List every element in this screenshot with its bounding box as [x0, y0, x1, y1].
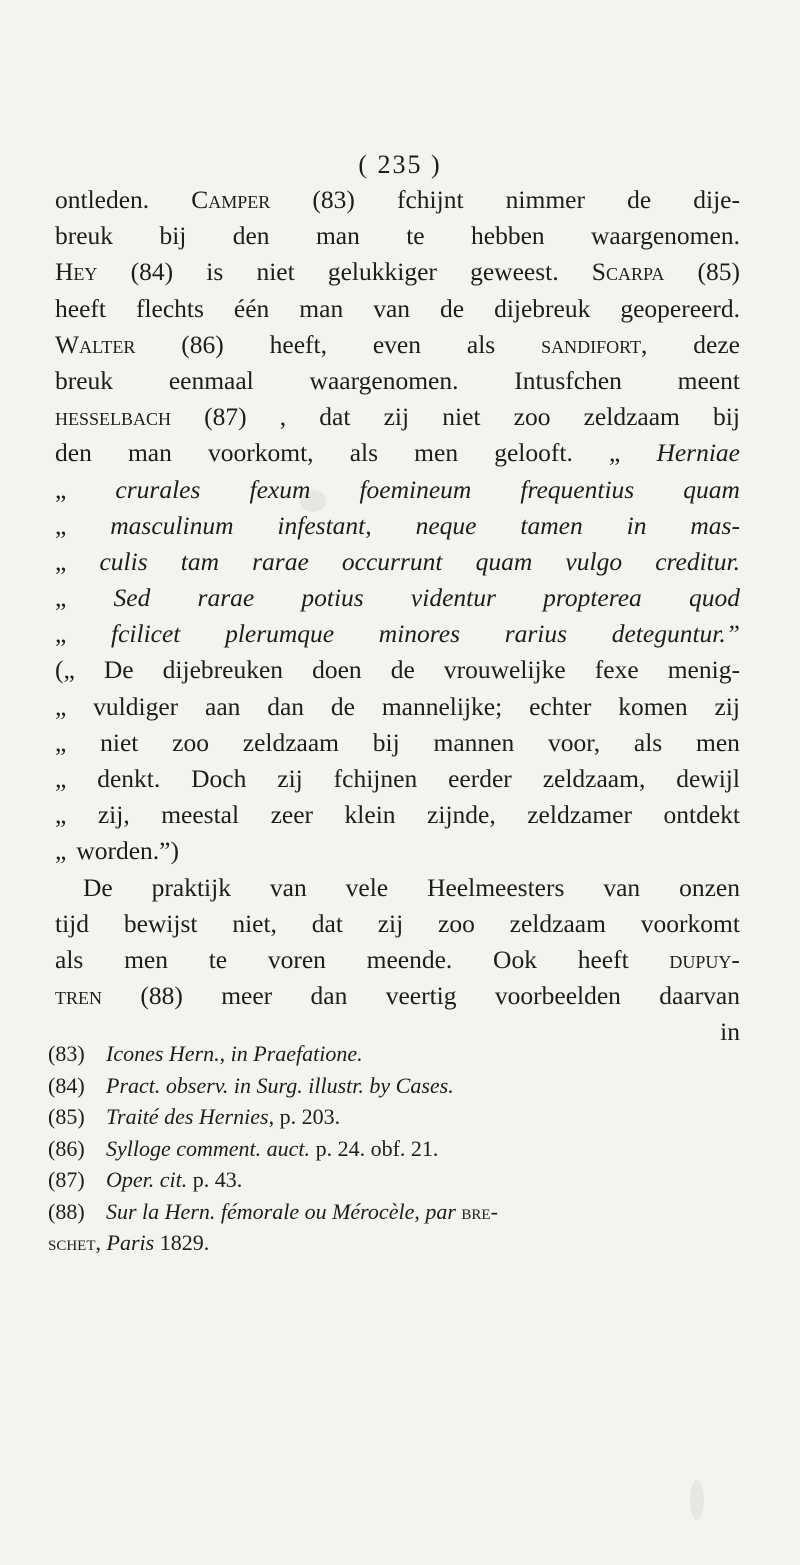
body-text	[55, 182, 740, 1051]
word: videntur	[410, 583, 496, 613]
word: Herniae	[656, 438, 740, 468]
word: zeldzaam	[509, 908, 606, 938]
word: als	[349, 438, 379, 468]
word: meent	[677, 365, 740, 395]
word: mas-	[690, 510, 740, 540]
word: onzen	[679, 872, 740, 902]
text-line	[55, 544, 740, 580]
text-line	[55, 580, 740, 616]
word: dijebreuken	[162, 655, 284, 685]
word: vulgo	[565, 546, 623, 576]
word: voorkomt	[640, 908, 740, 938]
word: breuk	[55, 221, 114, 251]
word: waargenomen.	[591, 221, 740, 251]
word: veertig	[385, 981, 457, 1011]
word: ontdekt	[663, 800, 740, 830]
word: „	[55, 691, 67, 721]
word: hesselbach	[55, 402, 172, 432]
word: masculinum	[110, 510, 234, 540]
word: De	[103, 655, 134, 685]
word: even	[372, 329, 421, 359]
footnote-text: Pract. observ. in Surg. illustr. by Cases.	[106, 1072, 454, 1098]
text-line	[55, 363, 740, 399]
word: (88)	[140, 981, 183, 1011]
word: dewijl	[676, 764, 740, 793]
word: tamen	[520, 510, 583, 540]
word: „	[55, 546, 67, 576]
word: meende.	[366, 944, 453, 974]
footnote	[48, 1101, 728, 1133]
word: zijnde,	[427, 800, 496, 830]
word: voorbeelden	[494, 981, 621, 1011]
footnote-number: (84)	[48, 1072, 85, 1098]
word: van	[269, 872, 307, 902]
word: plerumque	[225, 619, 335, 649]
footnote-text: Icones Hern.	[106, 1041, 220, 1066]
word: „	[55, 619, 67, 649]
word: geweest.	[470, 257, 559, 287]
word: zoo	[172, 727, 209, 757]
text-line	[55, 508, 740, 544]
word: Camper	[191, 185, 271, 214]
word: occurrunt	[341, 546, 443, 576]
word: dan	[267, 691, 305, 721]
word: dijebreuk	[494, 293, 591, 323]
word: is	[206, 257, 224, 287]
word: van	[603, 872, 641, 902]
word: zij	[714, 691, 740, 721]
word: niet,	[232, 908, 277, 938]
word: infestant,	[277, 510, 372, 540]
word: zij	[277, 764, 303, 793]
word: gelooft.	[494, 438, 573, 468]
word: rarius	[504, 619, 568, 649]
word: „	[608, 438, 621, 468]
word: „	[55, 583, 67, 613]
footnote-number: (86)	[48, 1135, 85, 1161]
footnote-number: (85)	[48, 1104, 85, 1129]
word: fexum	[249, 474, 311, 504]
word: bij	[372, 727, 400, 757]
word: meer	[221, 981, 273, 1011]
footnote-text: Oper. cit.	[106, 1167, 188, 1192]
word: te	[406, 221, 425, 251]
word: quam	[683, 474, 740, 504]
word: heeft,	[269, 329, 327, 359]
footnote	[48, 1164, 728, 1196]
text-line	[55, 616, 740, 652]
text-line	[55, 797, 740, 833]
word: man	[127, 438, 172, 468]
word: „	[55, 836, 67, 866]
word: man	[299, 293, 344, 323]
word: als	[633, 727, 663, 757]
footnote	[48, 1038, 728, 1070]
word: crurales	[115, 474, 201, 504]
text-line	[55, 218, 740, 254]
word: tijd	[55, 908, 90, 938]
word: praktijk	[151, 872, 231, 902]
word: zoo	[438, 908, 475, 938]
word: deze	[693, 329, 740, 359]
word: zoo	[513, 402, 551, 432]
word: Heelmeesters	[427, 872, 565, 902]
footnote-number: (87)	[48, 1167, 85, 1192]
word: hebben	[471, 221, 545, 251]
ink-smudge	[690, 1480, 704, 1520]
word: heeft	[55, 293, 106, 323]
word: zeldzaam	[583, 402, 680, 432]
word: zeldzaam,	[542, 764, 646, 793]
word: „	[55, 727, 67, 757]
footnote-number: (83)	[48, 1041, 85, 1066]
text-line	[55, 942, 740, 978]
word: nimmer	[505, 185, 585, 214]
word: in	[720, 1017, 740, 1047]
word: ,	[279, 402, 287, 432]
text-line	[55, 291, 740, 327]
word: quod	[688, 583, 740, 613]
word: worden.”)	[76, 836, 179, 866]
word: eenmaal	[168, 365, 254, 395]
word: zeldzamer	[527, 800, 632, 830]
word: de	[440, 293, 465, 323]
word: men	[414, 438, 459, 468]
word: niet	[442, 402, 481, 432]
word: tam	[180, 546, 219, 576]
footnote-text: Paris	[106, 1230, 155, 1255]
word: „	[55, 474, 67, 504]
word: Hey	[55, 257, 98, 287]
word: Scarpa	[591, 257, 665, 287]
word: (86)	[181, 329, 224, 359]
footnote-text: ,	[414, 1198, 426, 1224]
word: als	[466, 329, 496, 359]
word: eerder	[448, 764, 512, 793]
word: creditur.	[655, 546, 740, 576]
word: rarae	[197, 583, 255, 613]
word: de	[627, 185, 652, 214]
word: van	[373, 293, 411, 323]
word: daarvan	[659, 981, 740, 1011]
text-line	[55, 689, 740, 725]
word: fchijnt	[396, 185, 464, 214]
word: echter	[529, 691, 592, 721]
word: (85)	[697, 257, 740, 287]
word: voren	[267, 944, 326, 974]
word: dat	[319, 402, 351, 432]
footnote-number: (88)	[48, 1198, 85, 1224]
word: voorkomt,	[208, 438, 314, 468]
footnotes	[48, 1038, 728, 1259]
word: vele	[345, 872, 389, 902]
word: vuldiger	[93, 691, 179, 721]
footnote	[48, 1133, 728, 1165]
word: flechts	[135, 293, 204, 323]
footnote-text: in Praefatione.	[230, 1041, 363, 1066]
word: zeldzaam	[242, 727, 340, 757]
word: komen	[618, 691, 688, 721]
word: minores	[378, 619, 461, 649]
page-number: ( 235 )	[358, 150, 442, 179]
word: voor,	[548, 727, 601, 757]
word: den	[55, 438, 92, 468]
footnote	[48, 1196, 728, 1228]
word: bij	[159, 221, 187, 251]
word: tren	[55, 981, 102, 1011]
word: zij	[377, 908, 404, 938]
word: Intusfchen	[514, 365, 622, 395]
text-line	[55, 399, 740, 435]
word: Doch	[191, 764, 247, 793]
word: sandifort,	[541, 329, 648, 359]
footnote-text: ,	[219, 1041, 231, 1066]
word: „	[55, 800, 67, 830]
text-line	[55, 652, 740, 688]
word: niet	[100, 727, 139, 757]
word: één	[233, 293, 270, 323]
word: doen	[312, 655, 362, 685]
word: te	[208, 944, 228, 974]
word: rarae	[252, 546, 309, 576]
word: („	[55, 655, 75, 685]
word: dat	[311, 908, 343, 938]
word: (87)	[204, 402, 247, 432]
word: neque	[415, 510, 477, 540]
footnote-text: p. 43.	[187, 1167, 243, 1192]
text-line	[55, 761, 740, 797]
word: niet	[256, 257, 295, 287]
word: de	[390, 655, 415, 685]
word: breuk	[55, 365, 114, 395]
word: den	[232, 221, 270, 251]
word: deteguntur.”	[611, 619, 740, 649]
word: propterea	[543, 583, 642, 613]
footnote	[48, 1227, 728, 1259]
word: frequentius	[520, 474, 635, 504]
word: De	[83, 872, 113, 902]
text-line	[55, 327, 740, 363]
word: als	[55, 944, 84, 974]
footnote-text: p. 24. obf. 21.	[310, 1135, 439, 1161]
text-line	[55, 435, 740, 471]
text-line	[55, 472, 740, 508]
word: dupuy-	[669, 944, 740, 974]
word: culis	[99, 546, 148, 576]
word: (84)	[130, 257, 174, 287]
word: klein	[344, 800, 396, 830]
word: men	[696, 727, 740, 757]
word: foemineum	[359, 474, 472, 504]
word: geopereerd.	[620, 293, 740, 323]
footnote-text: bre-	[461, 1198, 498, 1224]
footnote	[48, 1070, 728, 1102]
word: aan	[205, 691, 241, 721]
text-line	[55, 182, 740, 218]
word: mannelijke;	[381, 691, 503, 721]
word: heeft	[577, 944, 629, 974]
word: bij	[713, 402, 740, 432]
text-line	[55, 906, 740, 942]
word: „	[55, 510, 67, 540]
word: quam	[475, 546, 533, 576]
word: „	[55, 764, 67, 793]
word: vrouwelijke	[443, 655, 566, 685]
word: dije-	[693, 185, 740, 214]
text-line	[55, 978, 740, 1014]
word: (83)	[312, 185, 355, 214]
footnote-text: par	[425, 1198, 456, 1224]
text-line	[55, 870, 740, 906]
word: menig-	[667, 655, 740, 685]
word: de	[330, 691, 355, 721]
footnote-text: Sylloge comment. auct.	[106, 1135, 311, 1161]
word: potius	[301, 583, 364, 613]
word: zij	[383, 402, 410, 432]
footnote-text: ,	[95, 1230, 107, 1255]
footnote-text: schet	[48, 1230, 96, 1255]
footnote-text: 1829.	[154, 1230, 210, 1255]
word: fcilicet	[111, 619, 181, 649]
word: Ook	[493, 944, 537, 974]
word: denkt.	[97, 764, 161, 793]
word: man	[315, 221, 360, 251]
footnote-text: , p. 203.	[268, 1104, 341, 1129]
word: meestal	[161, 800, 240, 830]
word: fexe	[594, 655, 639, 685]
word: gelukkiger	[327, 257, 437, 287]
footnote-text: Traité des Hernies	[106, 1104, 269, 1129]
word: mannen	[433, 727, 515, 757]
word: Sed	[113, 583, 151, 613]
word: dan	[310, 981, 348, 1011]
word: fchijnen	[333, 764, 418, 793]
word: ontleden.	[55, 185, 150, 214]
word: Walter	[55, 329, 136, 359]
text-line	[55, 725, 740, 761]
word: zeer	[270, 800, 314, 830]
word: waargenomen.	[309, 365, 459, 395]
footnote-text: Sur la Hern. fémorale ou Mérocèle	[106, 1198, 415, 1224]
word: bewijst	[123, 908, 198, 938]
word: in	[626, 510, 647, 540]
text-line	[55, 833, 740, 869]
text-line	[55, 254, 740, 290]
word: men	[124, 944, 168, 974]
word: zij,	[97, 800, 130, 830]
